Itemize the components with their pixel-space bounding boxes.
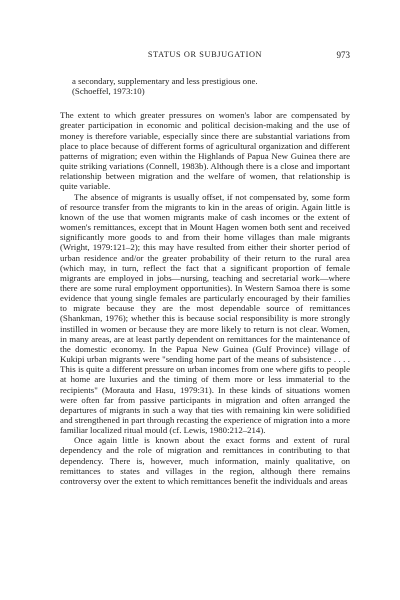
running-head [60, 50, 350, 64]
running-title: STATUS OR SUBJUGATION [147, 50, 263, 59]
quote-citation: (Schoeffel, 1973:10) [72, 86, 145, 97]
quote-text: a secondary, supplementary and less prestigious one. [72, 76, 258, 86]
paragraph: The extent to which greater pressures on women's labor are compensated by greater participation in economic and political decision-making and the use of money is therefore variable, especially since there are substantial variations from place to place because of different forms of agricultural organization and different patterns of migration; even within the Highlands of Papua New Guinea there are quite striking variations (Connell, 1983b). Although there is a close and important relationship between migration and the welfare of women, that relationship is quite variable. [60, 110, 350, 192]
paragraph: The absence of migrants is usually offset, if not compensated by, some form of resource transfer from the migrants to kin in the areas of origin. Again little is known of the use that women migrants make of cash incomes or the extent of women's remittances, except that in Mount Hagen women both sent and received significantly more goods to and from their home villages than male migrants (Wright, 1979:121–2); this may have resulted from either their shorter period of urban residence and/or the greater probability of their return to the rural area (which may, in turn, reflect the fact that a significant proportion of female migrants are employed in jobs—nursing, teaching and secretarial work—where there are some rural employment opportunities). In Western Samoa there is some evidence that young single females are particularly encouraged by their families to migrate because they are the most dependable source of remittances (Shankman, 1976); whether this is because social responsibility is more strongly instilled in women or because they are more likely to return is not clear. Women, in many areas, are at least partly dependent on remittances for the maintenance of the domestic economy. In the Papua New Guinea (Gulf Province) village of Kukipi urban migrants were "sending home part of the means of subsistence . . . . This is quite a different pressure on urban incomes from one where gifts to people at home are luxuries and the timing of them more or less immaterial to the recipients" (Morauta and Hasu, 1979:31). In these kinds of situations women were often far from passive participants in migration and often arranged the departures of migrants in such a way that ties with remaining kin were solidified and strengthened in part through recasting the experience of migration into a more familiar localized ritual mould (cf. Lewis, 1980:212–214). [60, 191, 350, 436]
block-quote [72, 76, 350, 96]
page-number: 973 [336, 50, 350, 60]
paragraph: Once again little is known about the exact forms and extent of rural dependency and the role of migration and remittances in contributing to that dependency. There is, however, much information, mainly qualitative, on remittances to states and villages in the region, although there remains controversy over the extent to which remittances benefit the individuals and areas [60, 435, 350, 486]
body-text [60, 76, 350, 486]
